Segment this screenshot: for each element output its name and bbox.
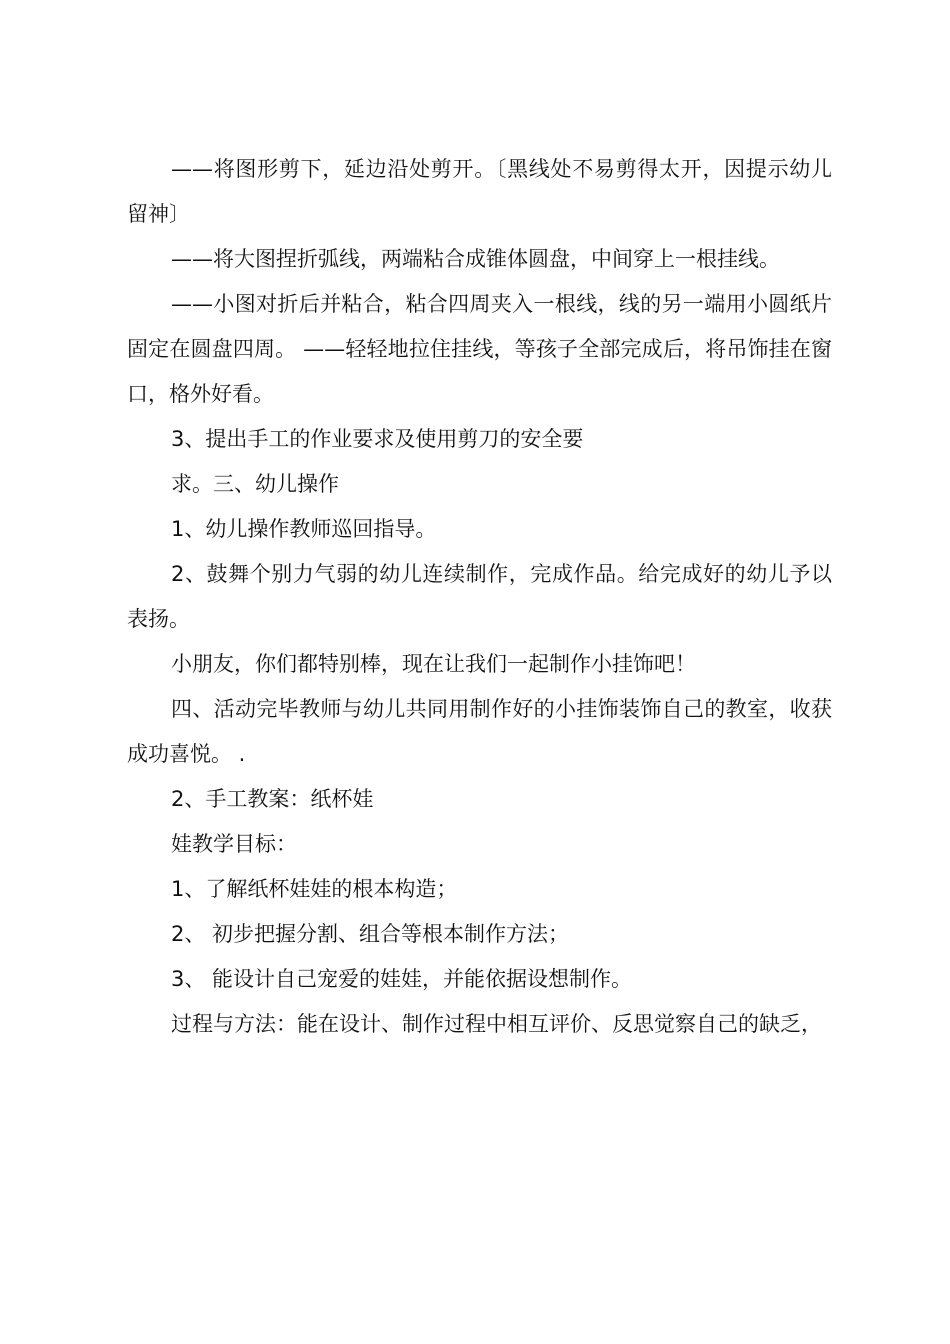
paragraph-4: 3、提出手工的作业要求及使用剪刀的安全要 [171, 427, 584, 451]
paragraph-11: 娃教学目标： [171, 832, 297, 856]
paragraph-7: 2、鼓舞个别力气弱的幼儿连续制作，完成作品。给完成好的幼儿予以表扬。 [127, 562, 832, 631]
paragraph-12: 1、了解纸杯娃娃的根本构造； [171, 877, 458, 901]
paragraph-13: 2、 初步把握分割、组合等根本制作方法； [171, 922, 570, 946]
paragraph-3: ——小图对折后并粘合，粘合四周夹入一根线，线的另一端用小圆纸片固定在圆盘四周。 ——轻轻地拉住挂线，等孩子全部完成后，将吊饰挂在窗口，格外好看。 [127, 292, 832, 406]
document-body [127, 147, 832, 1047]
paragraph-8: 小朋友，你们都特别棒，现在让我们一起制作小挂饰吧！ [171, 652, 696, 676]
paragraph-5: 求。三、幼儿操作 [171, 472, 339, 496]
paragraph-10: 2、手工教案：纸杯娃 [171, 787, 374, 811]
paragraph-6: 1、幼儿操作教师巡回指导。 [171, 517, 437, 541]
paragraph-1: ——将图形剪下，延边沿处剪开。〔黑线处不易剪得太开，因提示幼儿留神〕 [127, 157, 832, 226]
paragraph-9: 四、活动完毕教师与幼儿共同用制作好的小挂饰装饰自己的教室，收获成功喜悦。 . [127, 697, 832, 766]
paragraph-2: ——将大图捏折弧线，两端粘合成锥体圆盘，中间穿上一根挂线。 [171, 247, 780, 271]
paragraph-14: 3、 能设计自己宠爱的娃娃，并能依据设想制作。 [171, 967, 633, 991]
paragraph-15: 过程与方法：能在设计、制作过程中相互评价、反思觉察自己的缺乏， [171, 1012, 822, 1036]
